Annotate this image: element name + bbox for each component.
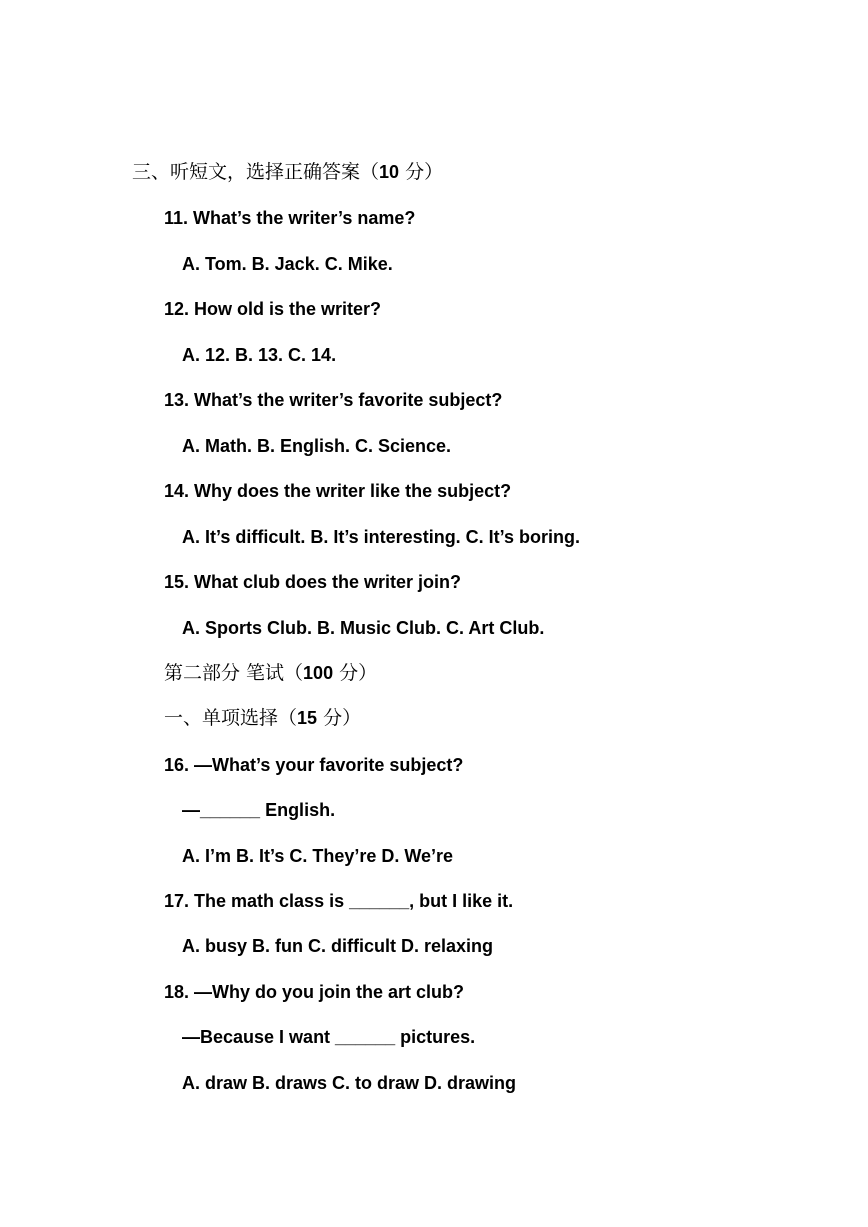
section-1-points: 15	[297, 708, 318, 728]
part-2-heading	[164, 661, 377, 685]
question-18-options: A. draw B. draws C. to draw D. drawing	[182, 1073, 517, 1093]
part-2-heading-suffix: 分）	[333, 662, 378, 684]
section-3-heading-suffix: 分）	[399, 161, 444, 183]
section-1-heading-suffix: 分）	[317, 707, 362, 729]
part-2-points: 100	[303, 663, 334, 683]
question-14: 14. Why does the writer like the subject?	[164, 481, 512, 501]
section-3-heading	[132, 160, 443, 184]
question-16-options: A. I’m B. It’s C. They’re D. We’re	[182, 846, 454, 866]
question-18: 18. —Why do you join the art club?	[164, 982, 465, 1002]
question-15: 15. What club does the writer join?	[164, 572, 462, 592]
question-18-reply: —Because I want ______ pictures.	[182, 1027, 476, 1047]
part-2-heading-text: 第二部分 笔试（	[164, 662, 304, 684]
section-1-heading	[164, 706, 361, 730]
question-13-options: A. Math. B. English. C. Science.	[182, 436, 452, 456]
question-16-reply: —______ English.	[182, 800, 336, 820]
section-3-heading-text: 三、听短文，选择正确答案（	[132, 161, 380, 183]
question-16: 16. —What’s your favorite subject?	[164, 755, 464, 775]
question-12-options: A. 12. B. 13. C. 14.	[182, 345, 337, 365]
question-15-options: A. Sports Club. B. Music Club. C. Art Club.	[182, 618, 545, 638]
question-13: 13. What’s the writer’s favorite subject?	[164, 390, 503, 410]
section-1-heading-text: 一、单项选择（	[164, 707, 298, 729]
question-12: 12. How old is the writer?	[164, 299, 382, 319]
question-11-options: A. Tom. B. Jack. C. Mike.	[182, 254, 393, 274]
question-17-options: A. busy B. fun C. difficult D. relaxing	[182, 936, 494, 956]
section-3-points: 10	[379, 162, 400, 182]
question-14-options: A. It’s difficult. B. It’s interesting. C. It’s boring.	[182, 527, 581, 547]
question-17: 17. The math class is ______, but I like it.	[164, 891, 514, 911]
question-11: 11. What’s the writer’s name?	[164, 208, 416, 228]
